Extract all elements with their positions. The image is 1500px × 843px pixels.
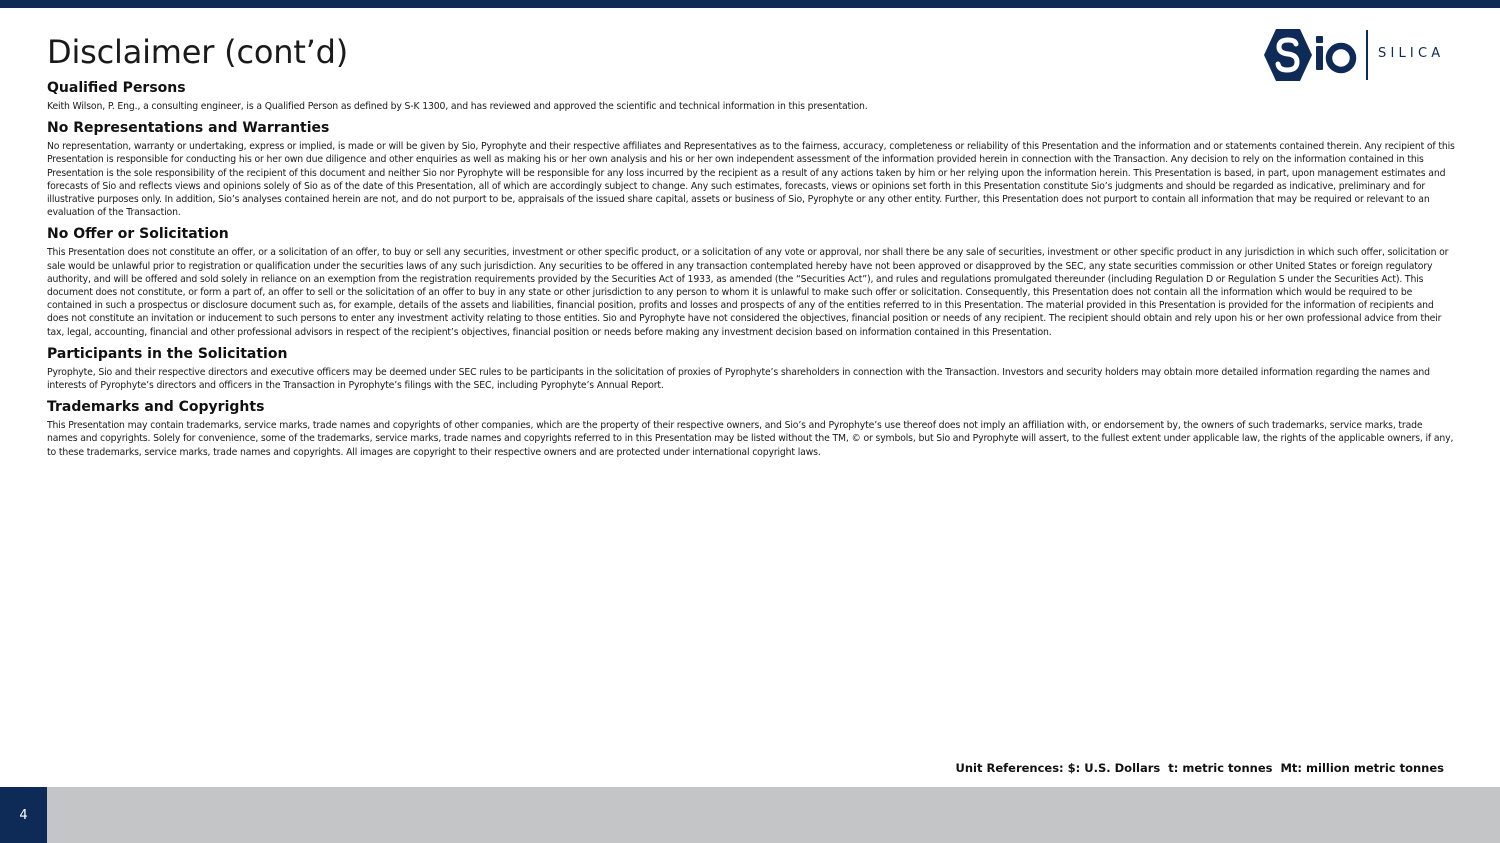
section-heading: Participants in the Solicitation <box>47 345 288 362</box>
sio-logo-mark <box>1262 27 1358 83</box>
section-heading: Trademarks and Copyrights <box>47 399 265 416</box>
section-heading: No Offer or Solicitation <box>47 226 229 243</box>
section-participants <box>47 345 1455 392</box>
unit-references: Unit References: $: U.S. Dollars t: metric tonnes Mt: million metric tonnes <box>955 761 1444 775</box>
section-trademarks <box>47 398 1455 459</box>
footer-bar <box>0 787 1500 843</box>
section-no-representations <box>47 119 1455 219</box>
top-accent-bar <box>0 0 1500 8</box>
section-body: Pyrophyte, Sio and their respective directors and executive officers may be deemed under SEC rules to be participants in the solicitation of proxies of Pyrophyte’s shareholders in connection with the Transaction. Investors and security holders may obtain more detailed information regarding the names and interests of Pyrophyte’s directors and officers in the Transaction in Pyrophyte’s filings with the SEC, including Pyrophyte’s Annual Report. <box>47 366 1430 392</box>
section-heading: No Representations and Warranties <box>47 120 330 137</box>
section-body: No representation, warranty or undertaking, express or implied, is made or will be given by Sio, Pyrophyte and their respective affiliates and Representatives as to the fairness, accuracy, completeness or reliability of this Presentation and the information and or statements contained therein. Any recipient of this Presentation is responsible for conducting his or her own due diligence and other enquiries as well as making his or her own analysis and his or her own independent assessment of the information provided herein in connection with the Transaction. Any decision to rely on the information contained in this Presentation is the sole responsibility of the recipient of this document and neither Sio nor Pyrophyte will be responsible for any loss incurred by the recipient as a result of any actions taken by him or her relying upon the information herein. This Presentation is based, in part, upon management estimates and forecasts of Sio and reflects views and opinions solely of Sio as of the date of this Presentation, all of which are accordingly subject to change. Any such estimates, forecasts, views or opinions set forth in this Presentation constitute Sio’s judgments and should be regarded as indicative, preliminary and for illustrative purposes only. In addition, Sio’s analyses contained herein are not, and do not purport to be, appraisals of the issued share capital, assets or business of Sio, Pyrophyte or any other entity. Further, this Presentation does not purport to contain all information that may be required or relevant to an evaluation of the Transaction. <box>47 141 1455 219</box>
logo-wordmark: SILICA <box>1378 46 1445 61</box>
section-heading: Qualified Persons <box>47 80 186 96</box>
section-body: Keith Wilson, P. Eng., a consulting engineer, is a Qualified Person as defined by S-K 1300, and has reviewed and approved the scientific and technical information in this presentation. <box>47 101 868 112</box>
page-title: Disclaimer (cont’d) <box>47 33 349 71</box>
sio-silica-logo <box>1262 27 1458 83</box>
section-no-offer <box>47 225 1455 338</box>
section-qualified-persons <box>47 79 1455 113</box>
disclaimer-content <box>47 79 1455 465</box>
section-body: This Presentation may contain trademarks, service marks, trade names and copyrights of other companies, which are the property of their respective owners, and Sio’s and Pyrophyte’s use thereof does not imply an affiliation with, or endorsement by, the owners of such trademarks, service marks, trade names and copyrights. Solely for convenience, some of the trademarks, service marks, trade names and copyrights referred to in this Presentation may be listed without the TM, © or symbols, but Sio and Pyrophyte will assert, to the fullest extent under applicable law, the rights of the applicable owners, if any, to these trademarks, service marks, trade names and copyrights. All images are copyright to their respective owners and are protected under international copyright laws. <box>47 420 1454 458</box>
page-number: 4 <box>0 787 47 843</box>
section-body: This Presentation does not constitute an offer, or a solicitation of an offer, to buy or sell any securities, investment or other specific product, or a solicitation of any vote or approval, nor shall there be any sale of securities, investment or other specific product in any jurisdiction in which such offer, solicitation or sale would be unlawful prior to registration or qualification under the securities laws of any such jurisdiction. Any securities to be offered in any transaction contemplated hereby have not been approved or disapproved by the SEC, any state securities commission or other United States or foreign regulatory authority, and will be offered and sold solely in reliance on an exemption from the registration requirements provided by the Securities Act of 1933, as amended (the “Securities Act”), and rules and regulations promulgated thereunder (including Regulation D or Regulation S under the Securities Act). This document does not constitute, or form a part of, an offer to sell or the solicitation of an offer to buy in any state or other jurisdiction to any person to whom it is unlawful to make such offer or solicitation. Consequently, this Presentation does not contain all the information which would be required to be contained in such a prospectus or disclosure document such as, for example, details of the assets and liabilities, financial position, profits and losses and prospects of any of the entities referred to in this Presentation. The material provided in this Presentation is provided for the information of recipients and does not constitute an invitation or inducement to such persons to enter any investment activity relating to those entities. Sio and Pyrophyte have not considered the objectives, financial position or needs of any recipient. The recipient should obtain and rely upon his or her own professional advice from their tax, legal, accounting, financial and other professional advisors in respect of the recipient’s objectives, financial position or needs before making any investment decision based on information contained in this Presentation. <box>47 247 1449 338</box>
logo-divider <box>1366 30 1368 80</box>
